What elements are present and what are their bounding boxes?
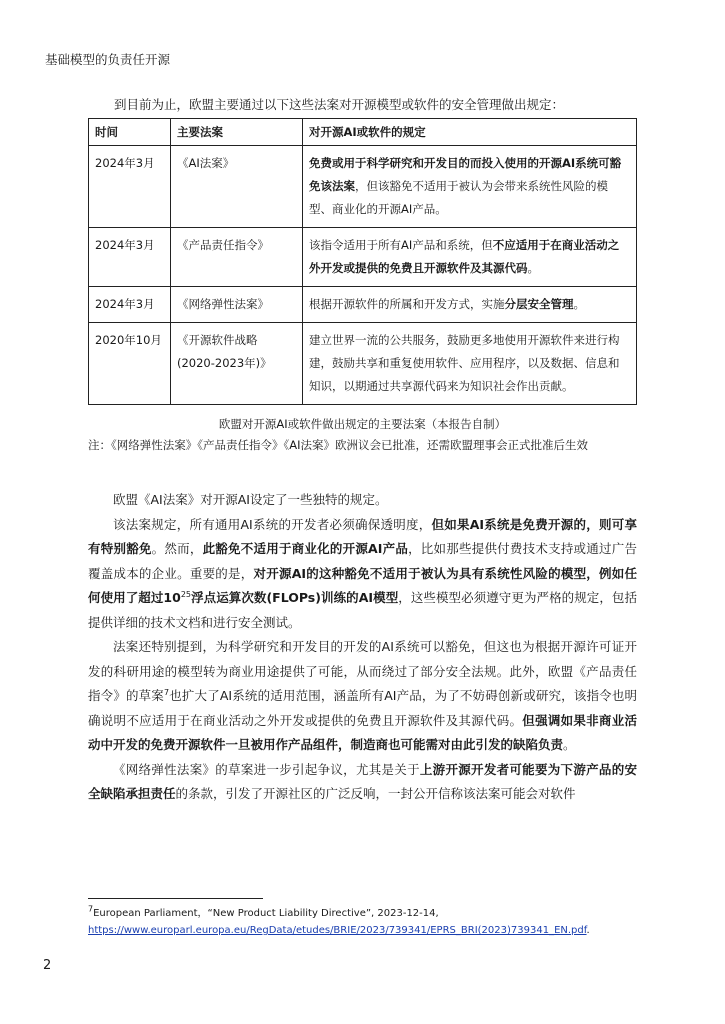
table-intro: 到目前为止，欧盟主要通过以下这些法案对开源模型或软件的安全管理做出规定： [114,97,565,112]
page-number: 2 [43,958,52,973]
table-row [89,287,637,323]
rule-cell [303,287,637,323]
date-cell: 2024年3月 [89,146,171,228]
law-cell: 《产品责任指令》 [171,228,303,287]
table-row [89,323,637,405]
law-line: 《开源软件战略 [177,333,258,347]
footnote-number: 7 [88,904,94,914]
column-header: 主要法案 [171,119,303,146]
rule-text: ，但该豁免不适用于被认为会带来系统性风险的模型、商业化的开源AI产品。 [309,179,608,216]
rule-cell [303,228,637,287]
rule-emphasis: 免费或用于科学研究和开发目的而投入使用的开源AI系统可豁免该法案 [309,156,622,193]
rule-text: 。 [527,261,539,275]
date-cell: 2024年3月 [89,287,171,323]
paragraph: 法案还特别提到，为科学研究和开发目的开发的AI系统可以豁免，但这也为根据开源许可证开发的科研用途的模型转为商业用途提供了可能，从而绕过了部分安全法规。此外，欧盟《产品责任指令》的草案$^7$也扩大了AI系统的适用范围，涵盖所有AI产品，为了不妨碍创新或研究，该指令也明确说明不应适用于在商业活动之外开发或提供的免费且开源软件及其源代码。但强调如果非商业活动中开发的免费开源软件一旦被用作产品组件，制造商也可能需对由此引发的缺陷负责。 [88,639,637,752]
table-row [89,228,637,287]
footnote-divider [88,898,263,899]
law-cell [171,323,303,405]
rule-text: 。 [573,297,585,311]
body-text [88,488,637,807]
table-note: 注：《网络弹性法案》《产品责任指令》《AI法案》欧洲议会已批准，还需欧盟理事会正式批准后生效 [88,438,589,452]
footnote: $^7$European Parliament，“New Product Liability Directive”, 2023-12-14, https://www.europarl.europa.eu/RegData/etudes/BRIE/2023/739341/EPRS_BRI(2023)739341_EN.pdf. [88,904,590,936]
exponent: 25 [180,589,191,599]
law-cell: 《网络弹性法案》 [171,287,303,323]
column-header: 时间 [89,119,171,146]
column-header: 对开源AI或软件的规定 [303,119,637,146]
footnote-ref[interactable]: 7 [163,687,170,697]
table-caption: 欧盟对开源AI或软件做出规定的主要法案（本报告自制） [218,417,507,431]
table-row [89,146,637,228]
rule-text: 该指令适用于所有AI产品和系统，但 [309,238,493,252]
rule-emphasis: 分层安全管理 [504,297,574,311]
running-header: 基础模型的负责任开源 [45,52,171,67]
rule-cell [303,146,637,228]
table-header-row [89,119,637,146]
date-cell: 2020年10月 [89,323,171,405]
law-line: (2020-2023年)》 [177,356,272,370]
footnote-text: European Parliament，“New Product Liability Directive”, 2023-12-14, [93,908,439,919]
law-cell: 《AI法案》 [171,146,303,228]
eu-laws-table [88,118,637,405]
paragraph: 该法案规定，所有通用AI系统的开发者必须确保透明度，但如果AI系统是免费开源的，则可享有特别豁免。然而，此豁免不适用于商业化的开源AI产品，比如那些提供付费技术支持或通过广告覆盖成本的企业。重要的是，对开源AI的这种豁免不适用于被认为具有系统性风险的模型，例如任何使用了超过$10^{25}$浮点运算次数(FLOPs)训练的AI模型，这些模型必须遵守更为严格的规定，包括提供详细的技术文档和进行安全测试。 [88,516,637,630]
date-cell: 2024年3月 [89,228,171,287]
rule-cell: 建立世界一流的公共服务，鼓励更多地使用开源软件来进行构建，鼓励共享和重复使用软件、应用程序，以及数据、信息和知识，以期通过共享源代码来为知识社会作出贡献。 [303,323,637,405]
rule-text: 根据开源软件的所属和开发方式，实施 [309,297,505,311]
footnote-link[interactable]: https://www.europarl.europa.eu/RegData/etudes/BRIE/2023/739341/EPRS_BRI(2023)739341_EN.pdf [88,925,587,936]
paragraph: 《网络弹性法案》的草案进一步引起争议，尤其是关于上游开源开发者可能要为下游产品的安全缺陷承担责任的条款，引发了开源社区的广泛反响，一封公开信称该法案可能会对软件 [88,761,637,801]
rule-emphasis: 不应适用于在商业活动之外开发或提供的免费且开源软件及其源代码 [309,238,620,275]
paragraph: 欧盟《AI法案》对开源AI设定了一些独特的规定。 [113,492,388,507]
